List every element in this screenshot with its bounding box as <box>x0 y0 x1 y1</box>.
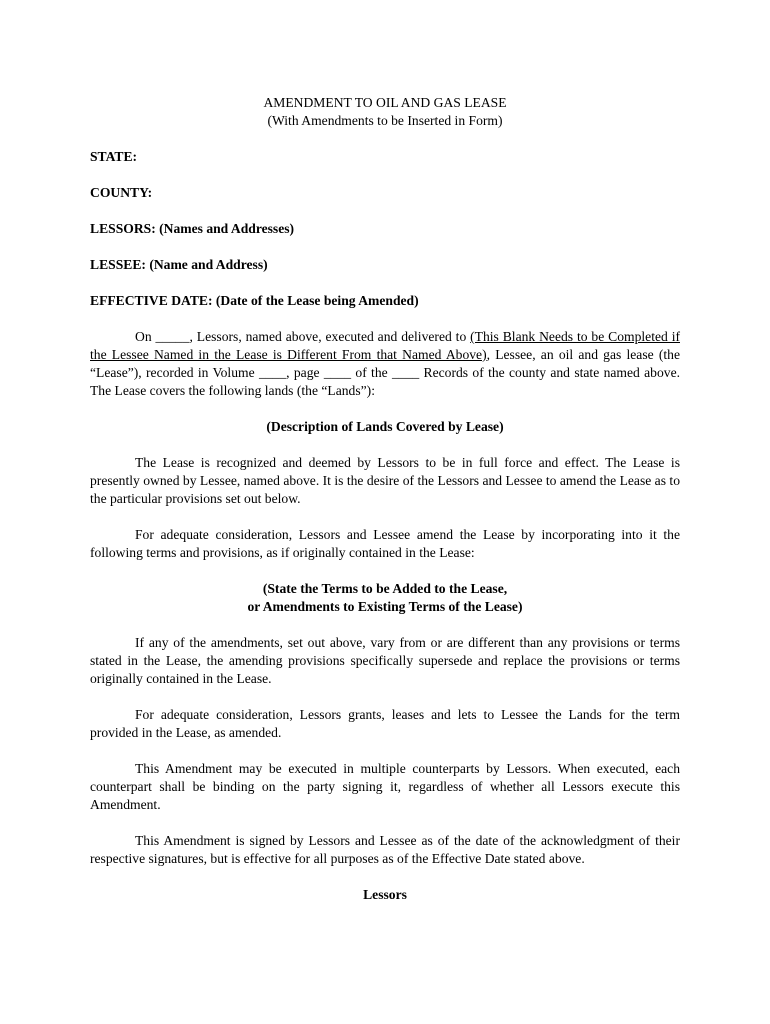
lessee-blank-instruction: (This Blank Needs to be Completed if the Lessee Named in the Lease is Different From that Named Above) <box>90 329 680 362</box>
effective-paragraph: This Amendment is signed by Lessors and Lessee as of the date of the acknowledgment of their respective signatures, but is effective for all purposes as of the Effective Date stated above. <box>90 833 680 866</box>
terms-heading-line1: (State the Terms to be Added to the Lease, <box>262 581 508 596</box>
lease-recital-part2: , Lessee, an oil and gas lease (the “Lease”), recorded in Volume ____, page ____ of the ____ Records of the county and state named above. The Lease covers the following lands (the “Lands”): <box>90 347 680 398</box>
terms-heading <box>90 580 680 616</box>
lease-status-paragraph: The Lease is recognized and deemed by Lessors to be in full force and effect. The Lease is presently owned by Lessee, named above. It is the desire of the Lessors and Lessee to amend the Lease as to the particular provisions set out below. <box>90 455 680 506</box>
effective-date-field: EFFECTIVE DATE: (Date of the Lease being Amended) <box>90 293 419 308</box>
lessors-signature-heading: Lessors <box>363 887 407 902</box>
terms-heading-line2: or Amendments to Existing Terms of the Lease) <box>247 599 523 614</box>
document-subtitle: (With Amendments to be Inserted in Form) <box>267 113 503 128</box>
lease-recital-paragraph <box>90 328 680 400</box>
lessee-field: LESSEE: (Name and Address) <box>90 257 268 272</box>
county-field: COUNTY: <box>90 185 153 200</box>
lessors-field: LESSORS: (Names and Addresses) <box>90 221 295 236</box>
consideration-paragraph: For adequate consideration, Lessors and Lessee amend the Lease by incorporating into it the following terms and provisions, as if originally contained in the Lease: <box>90 527 680 560</box>
grant-paragraph: For adequate consideration, Lessors grants, leases and lets to Lessee the Lands for the term provided in the Lease, as amended. <box>90 707 680 740</box>
document-title: AMENDMENT TO OIL AND GAS LEASE <box>263 95 507 110</box>
supersede-paragraph: If any of the amendments, set out above, vary from or are different than any provisions or terms stated in the Lease, the amending provisions specifically supersede and replace the provisions or terms originally contained in the Lease. <box>90 635 680 686</box>
state-field: STATE: <box>90 149 138 164</box>
lands-description-heading: (Description of Lands Covered by Lease) <box>266 419 504 434</box>
counterparts-paragraph: This Amendment may be executed in multiple counterparts by Lessors. When executed, each counterpart shall be binding on the party signing it, regardless of whether all Lessors execute this Amendment. <box>90 761 680 812</box>
lease-recital-part1: On _____, Lessors, named above, executed and delivered to <box>135 329 471 344</box>
